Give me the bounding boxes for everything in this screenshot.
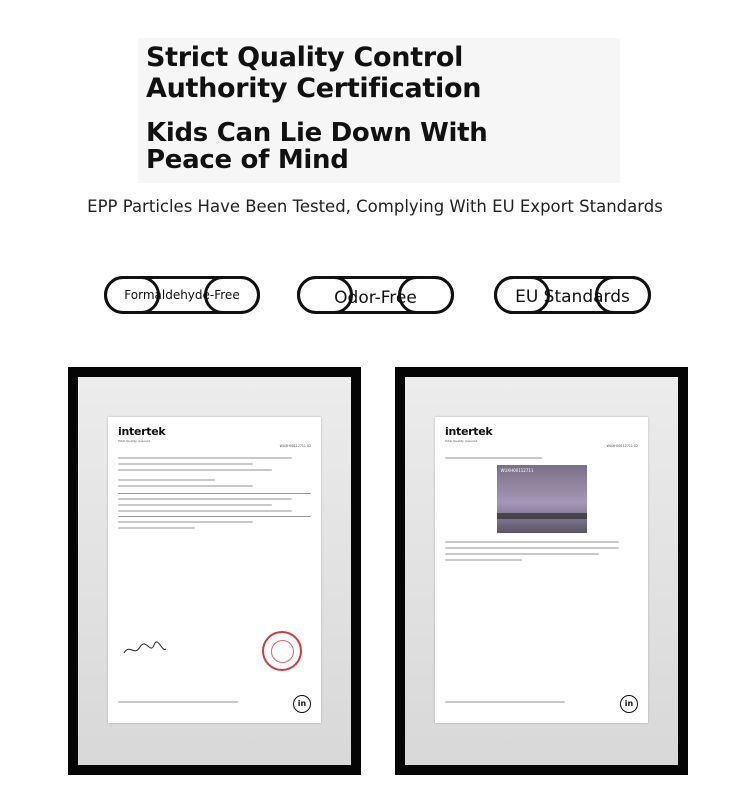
page-title: Strict Quality Control Authority Certification [146, 42, 482, 104]
ruler-icon [497, 513, 587, 519]
feature-label: Odor-Free [334, 288, 417, 308]
report-text-line [118, 463, 253, 465]
report-number: WUXH00112711 02 [279, 444, 311, 448]
report-text-line [445, 559, 522, 561]
intertek-logo: intertek [445, 425, 493, 438]
feature-label: EU Standards [515, 287, 630, 307]
report-text-line [445, 553, 599, 555]
intertek-logo: intertek [118, 425, 166, 438]
page-tagline: Kids Can Lie Down With Peace of Mind [146, 118, 488, 175]
footer-text-line [445, 701, 565, 703]
report-text-line [445, 457, 542, 459]
frame-mat [78, 377, 351, 765]
table-rule [118, 493, 311, 494]
footer-text-line [118, 701, 238, 703]
badge-icon: in [293, 695, 311, 713]
feature-badge-odor-free [297, 276, 454, 314]
logo-tagline: Total Quality. Assured. [445, 439, 479, 443]
report-text-line [118, 457, 292, 459]
signature-icon [122, 639, 168, 659]
report-text-line [118, 527, 195, 529]
report-text-line [118, 469, 272, 471]
report-footer [118, 695, 311, 713]
report-text-line [118, 510, 292, 512]
report-text-line [118, 498, 292, 500]
report-text-line [445, 547, 619, 549]
report-text-line [118, 479, 215, 481]
report-text-line [445, 541, 619, 543]
feature-badge-eu-standards [494, 276, 651, 314]
sample-photo-caption: WUXH00112711 [500, 468, 534, 473]
sample-photo [497, 465, 587, 533]
frame-mat [405, 377, 678, 765]
page-subtitle: EPP Particles Have Been Tested, Complying With EU Export Standards [87, 197, 663, 216]
feature-badge-formaldehyde-free [104, 276, 260, 314]
red-seal-icon [262, 631, 302, 671]
report-text-line [118, 521, 253, 523]
logo-tagline: Total Quality. Assured. [118, 439, 152, 443]
report-number: WUXH00112711 02 [606, 444, 638, 448]
report-footer [445, 695, 638, 713]
badge-icon: in [620, 695, 638, 713]
certificate-frame-1 [68, 367, 361, 775]
test-report-page-1 [108, 417, 321, 723]
report-text-line [118, 504, 272, 506]
report-text-line [118, 485, 253, 487]
certificate-frame-2 [395, 367, 688, 775]
table-rule [118, 516, 311, 517]
feature-label: Formaldehyde-Free [124, 288, 240, 302]
test-report-page-2 [435, 417, 648, 723]
